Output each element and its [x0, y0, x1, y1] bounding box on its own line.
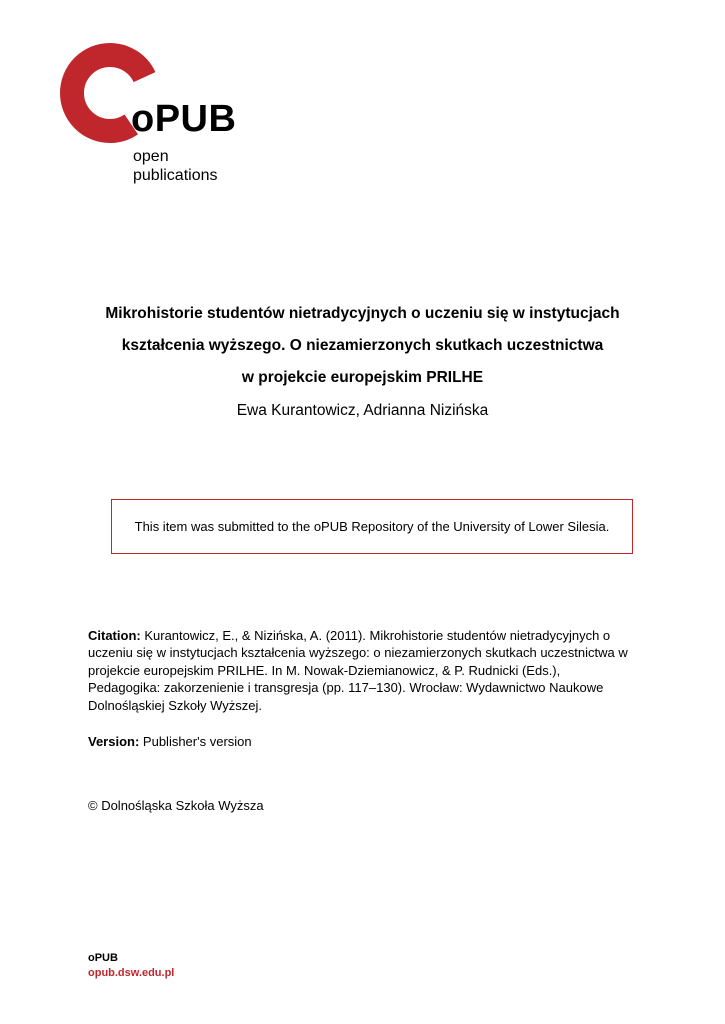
logo-name: oPUB: [131, 98, 237, 140]
version-block: [88, 733, 252, 750]
document-title: [70, 298, 655, 394]
copyright-notice: © Dolnośląska Szkoła Wyższa: [88, 798, 264, 813]
footer-name: oPUB: [88, 952, 118, 964]
version-value: Publisher's version: [142, 734, 252, 749]
footer-url-link[interactable]: opub.dsw.edu.pl: [88, 967, 175, 979]
authors: Ewa Kurantowicz, Adrianna Nizińska: [236, 402, 489, 419]
citation-label: Citation:: [88, 628, 141, 643]
citation-line: Dolnośląskiej Szkoły Wyższej.: [88, 697, 262, 713]
title-line: w projekcie europejskim PRILHE: [241, 369, 484, 386]
citation-line: [88, 627, 648, 644]
title-line: Mikrohistorie studentów nietradycyjnych o uczeniu się w instytucjach: [105, 305, 620, 322]
opub-logo: [60, 43, 260, 193]
citation-block: [88, 627, 648, 714]
version-label: Version:: [88, 734, 140, 749]
citation-line: Pedagogika: zakorzenienie i transgresja (pp. 117–130). Wrocław: Wydawnictwo Naukowe: [88, 680, 604, 696]
citation-line: projekcie europejskim PRILHE. In M. Nowak-Dziemianowicz, & P. Rudnicki (Eds.),: [88, 662, 561, 678]
logo-tagline-open: open: [133, 148, 169, 165]
title-line: kształcenia wyższego. O niezamierzonych skutkach uczestnictwa: [121, 337, 604, 354]
repository-notice-box: [111, 499, 633, 554]
repository-notice-text: This item was submitted to the oPUB Repository of the University of Lower Silesia.: [134, 519, 610, 534]
logo-tagline-publications: publications: [133, 167, 218, 184]
citation-text: Kurantowicz, E., & Nizińska, A. (2011). Mikrohistorie studentów nietradycyjnych o: [144, 628, 611, 643]
citation-line: uczeniu się w instytucjach kształcenia wyższego: o niezamierzonych skutkach uczestnictwa w: [88, 645, 628, 661]
